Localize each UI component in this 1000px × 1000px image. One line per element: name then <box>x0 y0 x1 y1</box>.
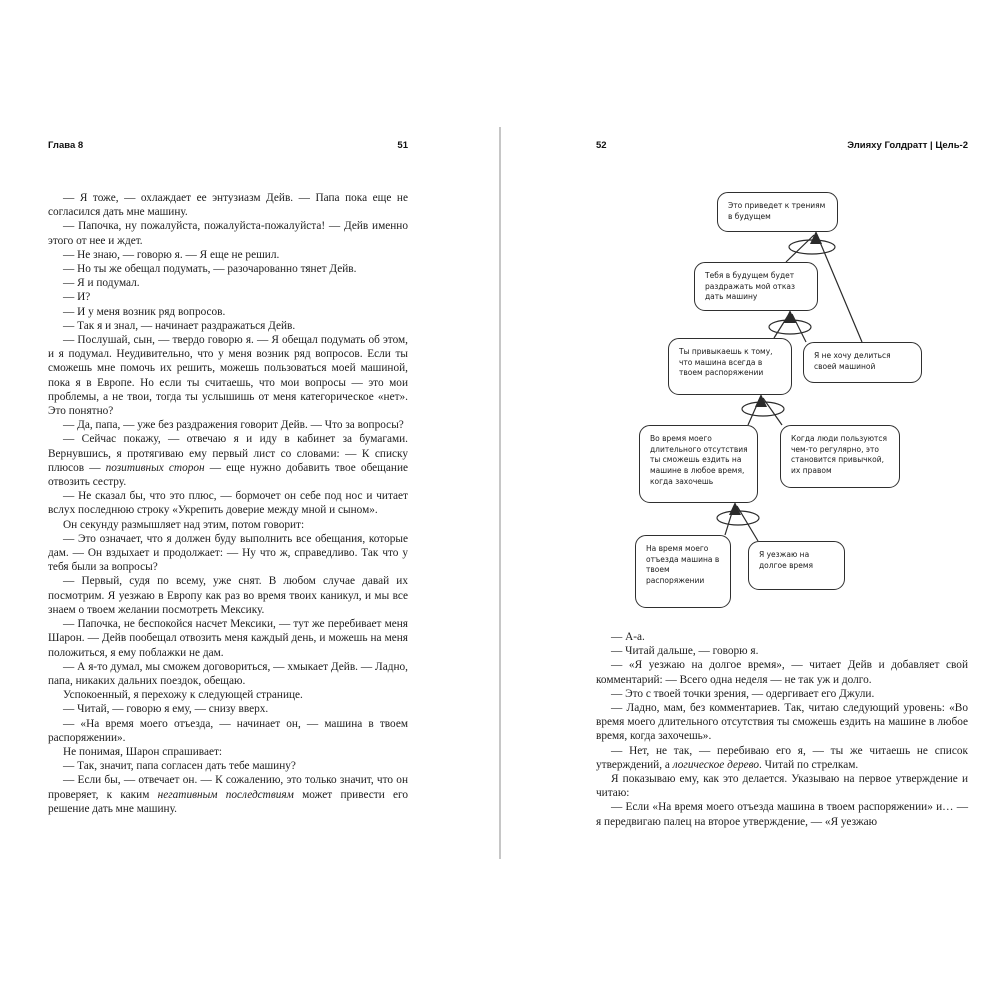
diagram-box-friction: Это приведет к трениям в будущем <box>717 192 838 232</box>
text-run: может привести его решение дать мне машину. <box>48 788 409 815</box>
italic-emphasis: негативным последствиям <box>157 788 294 801</box>
diagram-box-irritate: Тебя в будущем будет раздражать мой отказ дать машину <box>694 262 818 311</box>
text-run: — Сейчас покажу, — отвечаю я и иду в кабинет за бумагами. Вернувшись, я протягиваю ему первый лист со словами: — К списку плюсов — <box>48 433 408 474</box>
diagram-box-ride-anytime: Во время моего длительного отсутствия ты сможешь ездить на машине в любое время, когда захочешь <box>639 425 758 503</box>
left-page-header <box>48 140 408 151</box>
paragraph: — Не сказал бы, что это плюс, — бормочет он себе под нос и читает вслух последнюю строку «Укрепить доверие между мной и сыном». <box>48 490 408 517</box>
paragraph: — Первый, судя по всему, уже снят. В любом случае давай их посмотрим. Я уезжаю в Европу как раз во время твоих каникул, и мы все знаем о твоем желании посмотреть Мексику. <box>48 575 408 616</box>
paragraph: — Папочка, не беспокойся насчет Мексики, — тут же перебивает меня Шарон. — Дейв пообещал отвозить меня каждый день, и можешь на меня положиться, я ему поблажки не дам. <box>48 618 408 659</box>
italic-emphasis: позитивных сторон <box>105 461 205 474</box>
text-run: . Читай по стрелкам. <box>759 758 859 771</box>
right-page-header <box>596 140 968 151</box>
paragraph: — Я и подумал. <box>63 277 140 290</box>
paragraph <box>48 773 408 816</box>
paragraph: — Это означает, что я должен буду выполнить все обещания, которые дам. — Он вздыхает и продолжает: — Ну что ж, справедливо. Так что у тебя были за вопросы? <box>48 532 408 574</box>
paragraph: — А я-то думал, мы сможем договориться, — хмыкает Дейв. — Ладно, папа, никаких дальних поездок, обещаю. <box>48 660 408 687</box>
paragraph: — «Я уезжаю на долгое время», — читает Дейв и добавляет свой комментарий: — Всего одна неделя — не так уж и долго. <box>596 659 968 686</box>
paragraph: — Это с твоей точки зрения, — одергивает его Джули. <box>611 687 875 700</box>
paragraph: — А-а. <box>611 631 645 643</box>
paragraph: — Папочка, ну пожалуйста, пожалуйста-пожалуйста! — Дейв именно этого от нее и ждет. <box>48 220 408 247</box>
paragraph <box>596 744 968 772</box>
paragraph: — Так я и знал, — начинает раздражаться Дейв. <box>63 319 296 332</box>
paragraph: Он секунду размышляет над этим, потом говорит: <box>63 518 305 531</box>
chapter-label: Глава 8 <box>48 140 84 151</box>
arrow-up-icon <box>729 502 741 515</box>
diagram-box-accustomed: Ты привыкаешь к тому, что машина всегда в твоем распоряжении <box>668 338 792 395</box>
paragraph <box>48 432 408 489</box>
paragraph: — Если «На время моего отъезда машина в твоем распоряжении» и… — я передвигаю палец на второе утверждение, — «Я уезжаю <box>596 801 968 828</box>
paragraph: — Не знаю, — говорю я. — Я еще не решил. <box>63 248 280 261</box>
paragraph: Не понимая, Шарон спрашивает: <box>63 745 223 758</box>
paragraph: — И? <box>63 291 91 304</box>
text-run: — Нет, не так, — перебиваю его я, — ты же читаешь не список утверждений, а <box>596 744 968 771</box>
paragraph: — Ладно, мам, без комментариев. Так, читаю следующий уровень: «Во время моего длительного отсутствия ты сможешь ездить на машине в любое время, когда захочешь». <box>596 702 968 743</box>
logic-tree-diagram <box>590 185 940 633</box>
text-run: — еще нужно добавить твое обещание отвозить сестру. <box>48 461 409 489</box>
left-page-number: 51 <box>397 140 408 151</box>
paragraph: — Да, папа, — уже без раздражения говорит Дейв. — Что за вопросы? <box>63 419 404 432</box>
diagram-box-disposal: На время моего отъезда машина в твоем распоряжении <box>635 535 731 608</box>
paragraph: — «На время моего отъезда, — начинает он, — машина в твоем распоряжении». <box>48 717 408 744</box>
paragraph: — Читай дальше, — говорю я. <box>611 645 759 658</box>
paragraph: — Я тоже, — охлаждает ее энтузиазм Дейв. — Папа пока еще не согласился дать мне машину. <box>48 192 408 219</box>
diagram-box-away-long: Я уезжаю на долгое время <box>748 541 845 590</box>
text-run: — Если бы, — отвечает он. — К сожалению, это только значит, что он проверяет, к каким <box>48 774 408 801</box>
paragraph: — Так, значит, папа согласен дать тебе машину? <box>63 760 296 773</box>
diagram-box-share: Я не хочу делиться своей машиной <box>803 342 922 383</box>
paragraph: — Но ты же обещал подумать, — разочарованно тянет Дейв. <box>63 263 357 276</box>
right-page-body <box>596 630 968 829</box>
paragraph: Успокоенный, я перехожу к следующей странице. <box>63 689 303 702</box>
running-title: Элияху Голдратт | Цель-2 <box>847 140 968 151</box>
paragraph: Я показываю ему, как это делается. Указываю на первое утверждение и читаю: <box>596 773 968 800</box>
paragraph: — И у меня возник ряд вопросов. <box>63 305 226 318</box>
right-page-number: 52 <box>596 140 607 151</box>
italic-emphasis: логическое дерево <box>672 758 760 771</box>
paragraph: — Читай, — говорю я ему, — снизу вверх. <box>63 703 269 716</box>
arrow-up-icon <box>784 310 796 323</box>
paragraph: — Послушай, сын, — твердо говорю я. — Я обещал подумать об этом, и я подумал. Неудивительно, что у меня возник ряд вопросов. Если ты сможешь мне помочь их решить, можешь пользоваться моей машиной, пока я в Европе. Но если ты считаешь, что мои вопросы — это мои проблемы, а не твои, тогда ты услышишь от меня категорическое «нет». Это понятно? <box>48 334 408 418</box>
left-page-body <box>48 191 408 816</box>
diagram-box-habit: Когда люди пользуются чем-то регулярно, это становится привычкой, их правом <box>780 425 900 488</box>
page-gutter-divider <box>499 127 501 859</box>
